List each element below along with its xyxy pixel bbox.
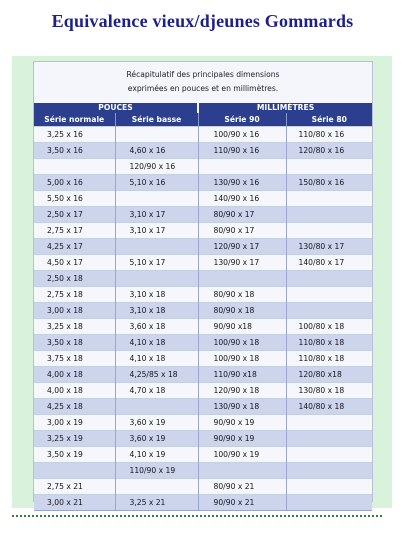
table-cell: 100/90 x 19 xyxy=(198,447,286,463)
table-row xyxy=(34,271,372,287)
table-cell xyxy=(286,447,372,463)
table-cell: 2,75 x 18 xyxy=(34,287,115,303)
table-cell: 3,25 x 18 xyxy=(34,319,115,335)
table-cell: 4,25 x 18 xyxy=(34,399,115,415)
table-cell: 4,50 x 17 xyxy=(34,255,115,271)
table-cell xyxy=(198,159,286,175)
caption-line-1: Récapitulatif des principales dimensions xyxy=(126,70,280,79)
table-cell xyxy=(286,159,372,175)
table-cell: 90/90 x 21 xyxy=(198,495,286,511)
table-cell: 120/90 x 18 xyxy=(198,383,286,399)
table-cell: 3,10 x 17 xyxy=(115,207,198,223)
table-cell xyxy=(115,239,198,255)
table-cell: 80/90 x 18 xyxy=(198,303,286,319)
table-cell: 2,50 x 18 xyxy=(34,271,115,287)
table-cell: 140/80 x 17 xyxy=(286,255,372,271)
table-cell: 130/90 x 18 xyxy=(198,399,286,415)
dimensions-table xyxy=(34,103,372,511)
table-cell xyxy=(286,271,372,287)
table-cell xyxy=(115,191,198,207)
table-cell xyxy=(286,223,372,239)
table-cell: 110/90 x 19 xyxy=(115,463,198,479)
group-header-row xyxy=(34,103,372,113)
table-row xyxy=(34,143,372,159)
table-cell: 5,50 x 16 xyxy=(34,191,115,207)
table-cell: 90/90 x 19 xyxy=(198,431,286,447)
table-cell: 110/90 x 16 xyxy=(198,143,286,159)
table-cell xyxy=(286,495,372,511)
table-row xyxy=(34,351,372,367)
table-cell xyxy=(198,463,286,479)
dimensions-table-image xyxy=(33,61,373,507)
table-cell: 2,75 x 21 xyxy=(34,479,115,495)
table-cell xyxy=(34,463,115,479)
table-cell: 4,10 x 18 xyxy=(115,351,198,367)
table-body xyxy=(34,127,372,511)
table-cell: 130/90 x 16 xyxy=(198,175,286,191)
table-row xyxy=(34,399,372,415)
table-cell xyxy=(286,479,372,495)
table-cell: 80/90 x 17 xyxy=(198,223,286,239)
table-cell: 90/90 x 19 xyxy=(198,415,286,431)
table-cell: 2,50 x 17 xyxy=(34,207,115,223)
table-caption xyxy=(34,62,372,103)
table-cell: 5,10 x 16 xyxy=(115,175,198,191)
table-cell: 3,10 x 18 xyxy=(115,287,198,303)
table-cell xyxy=(34,159,115,175)
table-cell: 100/90 x 18 xyxy=(198,351,286,367)
table-cell: 3,50 x 18 xyxy=(34,335,115,351)
table-cell: 110/80 x 18 xyxy=(286,351,372,367)
caption-line-2: exprimées en pouces et en millimètres. xyxy=(127,84,279,93)
table-row xyxy=(34,303,372,319)
table-cell: 80/90 x 17 xyxy=(198,207,286,223)
table-row xyxy=(34,207,372,223)
table-row xyxy=(34,159,372,175)
table-cell: 3,50 x 19 xyxy=(34,447,115,463)
table-cell: 3,60 x 19 xyxy=(115,431,198,447)
table-row xyxy=(34,447,372,463)
table-row xyxy=(34,463,372,479)
table-cell: 3,00 x 19 xyxy=(34,415,115,431)
table-cell: 80/90 x 18 xyxy=(198,287,286,303)
table-cell: 3,10 x 17 xyxy=(115,223,198,239)
table-cell xyxy=(198,271,286,287)
table-cell: 3,60 x 18 xyxy=(115,319,198,335)
table-cell: 4,10 x 19 xyxy=(115,447,198,463)
group-header-pouces: POUCES xyxy=(34,103,198,113)
table-cell: 3,75 x 18 xyxy=(34,351,115,367)
table-row xyxy=(34,191,372,207)
table-row xyxy=(34,175,372,191)
table-cell xyxy=(286,207,372,223)
table-cell: 90/90 x18 xyxy=(198,319,286,335)
table-cell: 120/80 x18 xyxy=(286,367,372,383)
table-cell xyxy=(286,191,372,207)
table-cell: 110/80 x 16 xyxy=(286,127,372,143)
table-cell xyxy=(115,479,198,495)
table-cell: 3,25 x 21 xyxy=(115,495,198,511)
table-cell: 120/90 x 16 xyxy=(115,159,198,175)
table-cell: 140/80 x 18 xyxy=(286,399,372,415)
table-row xyxy=(34,367,372,383)
table-cell: 130/80 x 17 xyxy=(286,239,372,255)
table-cell: 3,50 x 16 xyxy=(34,143,115,159)
column-header-serie-basse: Série basse xyxy=(115,113,198,127)
table-row xyxy=(34,479,372,495)
table-cell: 4,00 x 18 xyxy=(34,383,115,399)
table-cell: 3,60 x 19 xyxy=(115,415,198,431)
table-cell: 4,00 x 18 xyxy=(34,367,115,383)
table-cell: 3,25 x 16 xyxy=(34,127,115,143)
table-row xyxy=(34,287,372,303)
column-header-serie-80: Série 80 xyxy=(286,113,372,127)
table-row xyxy=(34,335,372,351)
table-cell xyxy=(115,271,198,287)
table-row xyxy=(34,255,372,271)
table-row xyxy=(34,223,372,239)
table-cell: 120/80 x 16 xyxy=(286,143,372,159)
table-cell: 2,75 x 17 xyxy=(34,223,115,239)
table-cell: 4,25/85 x 18 xyxy=(115,367,198,383)
table-cell: 3,00 x 18 xyxy=(34,303,115,319)
table-cell: 3,25 x 19 xyxy=(34,431,115,447)
table-row xyxy=(34,319,372,335)
table-cell xyxy=(286,287,372,303)
table-cell xyxy=(115,399,198,415)
table-row xyxy=(34,495,372,511)
table-row xyxy=(34,239,372,255)
page-title: Equivalence vieux/djeunes Gommards xyxy=(51,11,354,31)
table-cell: 130/90 x 17 xyxy=(198,255,286,271)
table-cell: 100/90 x 16 xyxy=(198,127,286,143)
table-cell: 110/90 x18 xyxy=(198,367,286,383)
table-cell: 4,10 x 18 xyxy=(115,335,198,351)
table-row xyxy=(34,127,372,143)
table-cell xyxy=(286,463,372,479)
table-cell xyxy=(115,127,198,143)
table-cell: 4,70 x 18 xyxy=(115,383,198,399)
table-cell xyxy=(286,415,372,431)
table-cell: 130/80 x 18 xyxy=(286,383,372,399)
table-cell: 120/90 x 17 xyxy=(198,239,286,255)
table-cell xyxy=(286,431,372,447)
table-cell: 5,00 x 16 xyxy=(34,175,115,191)
table-cell: 100/80 x 18 xyxy=(286,319,372,335)
table-cell: 3,00 x 21 xyxy=(34,495,115,511)
table-cell: 3,10 x 18 xyxy=(115,303,198,319)
table-cell: 5,10 x 17 xyxy=(115,255,198,271)
table-row xyxy=(34,431,372,447)
column-header-serie-90: Série 90 xyxy=(198,113,286,127)
table-cell: 150/80 x 16 xyxy=(286,175,372,191)
table-cell: 4,25 x 17 xyxy=(34,239,115,255)
table-row xyxy=(34,415,372,431)
table-cell xyxy=(286,303,372,319)
table-cell: 110/80 x 18 xyxy=(286,335,372,351)
column-header-row xyxy=(34,113,372,127)
table-cell: 4,60 x 16 xyxy=(115,143,198,159)
table-row xyxy=(34,383,372,399)
table-cell: 80/90 x 21 xyxy=(198,479,286,495)
group-header-millimetres: MILLIMÈTRES xyxy=(198,103,372,113)
dotted-divider xyxy=(12,515,382,517)
column-header-serie-normale: Série normale xyxy=(34,113,115,127)
table-cell: 140/90 x 16 xyxy=(198,191,286,207)
table-cell: 100/90 x 18 xyxy=(198,335,286,351)
